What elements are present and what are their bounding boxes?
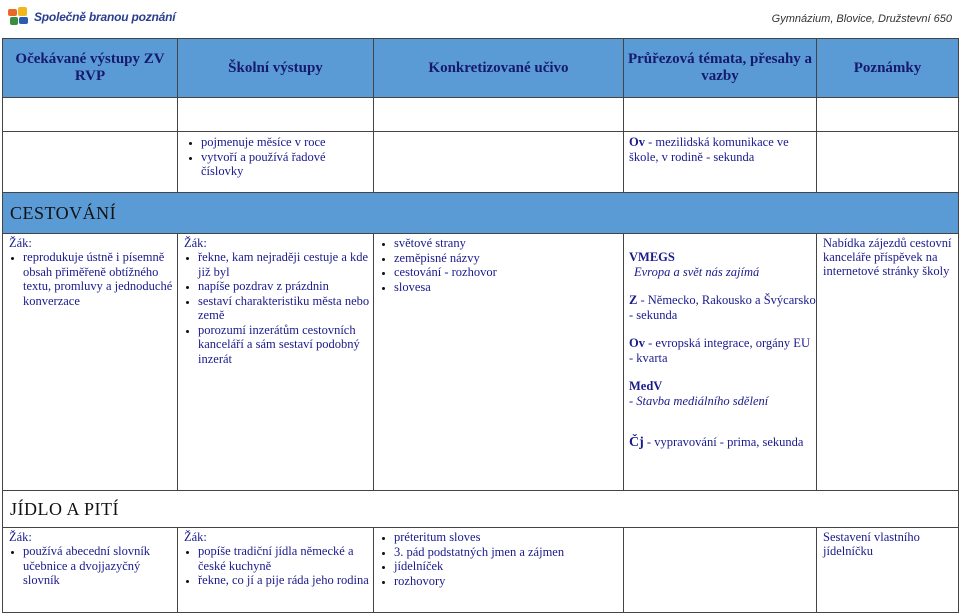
intro-cross-topics [624,132,817,193]
travel-content [374,234,624,491]
list-item: • používá abecední slovník učebnice a dvojjazyčný slovník [23,544,177,588]
col-header-notes: Poznámky [817,39,959,98]
list-item: • porozumí inzerátům cestovních kanceláří a sám sestaví podobný inzerát [198,323,373,367]
list-item: • sestaví charakteristiku města nebo země [198,294,373,323]
ov-label: Ov [629,336,645,350]
intro-school-outputs [178,132,374,193]
section-food-header [3,491,959,528]
z-label: Z [629,293,638,307]
list-item: • 3. pád podstatných jmen a zájmen [394,545,623,560]
travel-cross-topics [624,234,817,491]
list-item: • préteritum sloves [394,530,623,545]
pupil-label: Žák: [184,530,207,544]
col-header-content: Konkretizované učivo [374,39,624,98]
food-cross-topics [624,528,817,613]
travel-notes [817,234,959,491]
pupil-label: Žák: [9,236,32,250]
cross-label: Ov [629,135,645,149]
list-item: • cestování - rozhovor [394,265,623,280]
list-item: • popíše tradiční jídla německé a české kuchyně [198,544,373,573]
list-item: • řekne, kam nejraději cestuje a kde již byl [198,250,373,279]
section-travel-row [3,234,959,491]
medv-text: - Stavba mediálního sdělení [629,393,769,408]
list-item: • řekne, co jí a pije ráda jeho rodina [198,573,373,588]
section-title: JÍDLO A PITÍ [10,498,119,519]
list-item: • světové strany [394,236,623,251]
cj-text: - vypravování - prima, sekunda [643,435,804,449]
section-title: CESTOVÁNÍ [10,202,117,223]
list-item: • pojmenuje měsíce v roce [201,135,370,150]
food-notes [817,528,959,613]
header-row [3,39,959,98]
logo-icon [8,7,30,27]
list-item: • rozhovory [394,574,623,589]
list-item: • slovesa [394,280,623,295]
food-content [374,528,624,613]
food-school-outputs [178,528,374,613]
food-expected [3,528,178,613]
pupil-label: Žák: [184,236,207,250]
z-text: - Německo, Rakousko a Švýcarsko - sekunda [629,293,816,322]
medv-label: MedV [629,379,663,393]
list-item: • napíše pozdrav z prázdnin [198,279,373,294]
intro-spacer-row [3,98,959,132]
section-travel-header [3,193,959,234]
list-item: • vytvoří a používá řadové číslovky [201,150,370,179]
school-name: Gymnázium, Blovice, Družstevní 650 [771,13,952,25]
cross-text: - mezilidská komunikace ve škole, v rodině - sekunda [629,135,789,164]
notes-text: Sestavení vlastního jídelníčku [823,530,920,558]
travel-expected [3,234,178,491]
travel-school-outputs [178,234,374,491]
logo-text: Společně branou poznání [34,10,176,24]
pupil-label: Žák: [9,530,32,544]
intro-row [3,132,959,193]
cj-label: Čj [629,435,644,450]
section-food-row [3,528,959,613]
col-header-cross-topics: Průřezová témata, přesahy a vazby [624,39,817,98]
col-header-expected: Očekávané výstupy ZV RVP [3,39,178,98]
list-item: • jídelníček [394,559,623,574]
curriculum-table [2,38,959,613]
vmegs-text: Evropa a svět nás zajímá [634,264,760,279]
col-header-school-outputs: Školní výstupy [178,39,374,98]
list-item: • zeměpisné názvy [394,251,623,266]
logo [8,6,175,28]
notes-text: Nabídka zájezdů cestovní kanceláře příspěvek na internetové stránky školy [823,236,952,278]
ov-text: - evropská integrace, orgány EU - kvarta [629,336,810,365]
list-item: • reprodukuje ústně i písemně obsah přiměřeně obtížného textu, promluvy a jednoduché konverzace [23,250,177,308]
vmegs-label: VMEGS [629,250,675,264]
